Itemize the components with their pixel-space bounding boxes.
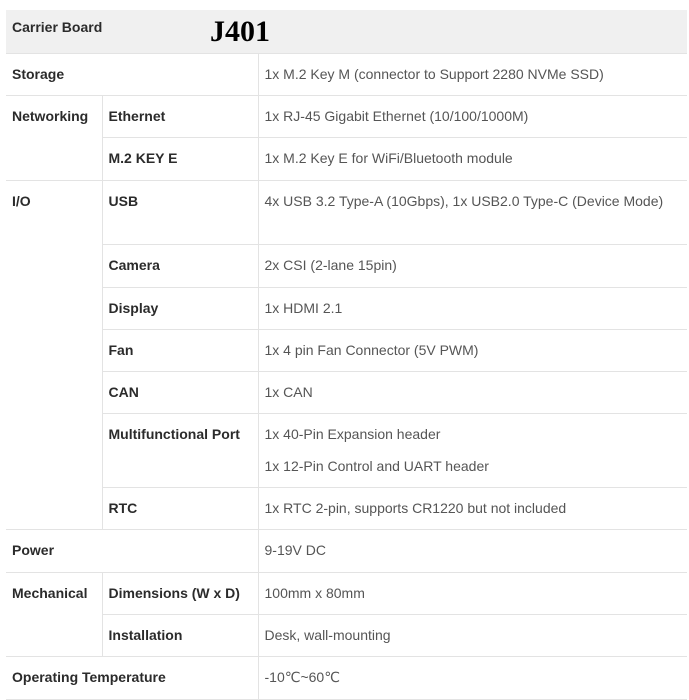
header-cell (6, 10, 687, 53)
table-row-dimensions (6, 572, 687, 614)
table-row-fan (6, 329, 687, 371)
multifunctional-label: Multifunctional Port (102, 413, 258, 487)
model-title: J401 (210, 15, 270, 48)
m2keye-label: M.2 KEY E (102, 137, 258, 180)
table-row-m2keye (6, 137, 687, 180)
storage-label: Storage (6, 53, 258, 95)
rtc-label: RTC (102, 487, 258, 529)
io-label: I/O (6, 180, 102, 529)
table-row-ethernet (6, 95, 687, 137)
dimensions-label: Dimensions (W x D) (102, 572, 258, 614)
table-row-power (6, 529, 687, 572)
dimensions-value: 100mm x 80mm (258, 572, 687, 614)
fan-value: 1x 4 pin Fan Connector (5V PWM) (258, 329, 687, 371)
table-row-multifunctional (6, 413, 687, 487)
header-row (6, 10, 687, 53)
networking-label: Networking (6, 95, 102, 180)
rtc-value: 1x RTC 2-pin, supports CR1220 but not included (258, 487, 687, 529)
usb-value: 4x USB 3.2 Type-A (10Gbps), 1x USB2.0 Type-C (Device Mode) (258, 180, 687, 244)
multifunctional-value (258, 413, 687, 487)
display-value: 1x HDMI 2.1 (258, 287, 687, 329)
ethernet-label: Ethernet (102, 95, 258, 137)
can-label: CAN (102, 371, 258, 413)
table-row-can (6, 371, 687, 413)
camera-value: 2x CSI (2-lane 15pin) (258, 244, 687, 287)
display-label: Display (102, 287, 258, 329)
table-row-display (6, 287, 687, 329)
storage-value: 1x M.2 Key M (connector to Support 2280 NVMe SSD) (258, 53, 687, 95)
table-row-storage (6, 53, 687, 95)
table-row-usb (6, 180, 687, 244)
table-row-rtc (6, 487, 687, 529)
temperature-label: Operating Temperature (6, 656, 258, 699)
power-value: 9-19V DC (258, 529, 687, 572)
fan-label: Fan (102, 329, 258, 371)
installation-value: Desk, wall-mounting (258, 614, 687, 656)
camera-label: Camera (102, 244, 258, 287)
m2keye-value: 1x M.2 Key E for WiFi/Bluetooth module (258, 137, 687, 180)
header-label: Carrier Board (12, 19, 103, 35)
multifunctional-value-1: 1x 40-Pin Expansion header (264, 425, 441, 442)
mechanical-label: Mechanical (6, 572, 102, 656)
temperature-value: -10℃~60℃ (258, 656, 687, 699)
multifunctional-value-2: 1x 12-Pin Control and UART header (264, 457, 489, 474)
table-row-temperature (6, 656, 687, 699)
installation-label: Installation (102, 614, 258, 656)
ethernet-value: 1x RJ-45 Gigabit Ethernet (10/100/1000M) (258, 95, 687, 137)
specs-table (6, 10, 687, 700)
table-row-camera (6, 244, 687, 287)
can-value: 1x CAN (258, 371, 687, 413)
usb-label: USB (102, 180, 258, 244)
table-row-installation (6, 614, 687, 656)
power-label: Power (6, 529, 258, 572)
